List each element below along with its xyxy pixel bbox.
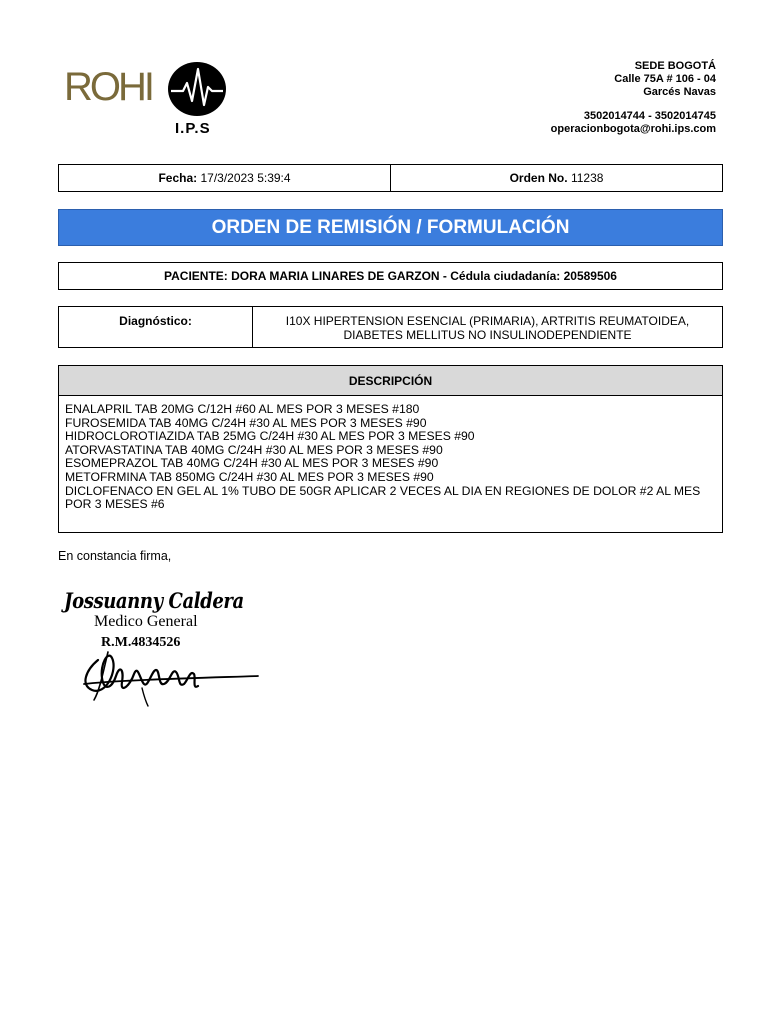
handwritten-signature-icon [78,640,263,710]
logo-wordmark: ROHI [64,65,152,109]
sede-name: SEDE BOGOTÁ [634,60,716,72]
order-number-value: 11238 [570,171,604,185]
phone-numbers: 3502014744 - 3502014745 [583,110,716,122]
date-cell [59,165,390,191]
email-address: operacionbogota@rohi.ips.com [550,123,716,135]
signature-name: Jossuanny Caldera [64,588,244,613]
diagnosis-line-1: I10X HIPERTENSION ESENCIAL (PRIMARIA), ARTRITIS REUMATOIDEA, [285,314,690,328]
signature-role: Medico General [94,613,198,630]
medication-item: ATORVASTATINA TAB 40MG C/24H #30 AL MES POR 3 MESES #90 [65,442,443,457]
medication-item: DICLOFENACO EN GEL AL 1% TUBO DE 50GR APLICAR 2 VECES AL DIA EN REGIONES DE DOLOR #2 AL MES POR 3 MESES #6 [65,483,701,512]
medication-item: HIDROCLOROTIAZIDA TAB 25MG C/24H #30 AL MES POR 3 MESES #90 [65,429,475,444]
logo-subtitle: I.P.S [175,120,211,137]
sede-block [614,60,716,99]
signature-registry: R.M.4834526 [101,635,181,650]
description-header: DESCRIPCIÓN [59,366,722,396]
contact-block [551,110,716,136]
heartbeat-logo-icon [167,61,227,117]
order-number-label: Orden No. [509,171,568,185]
medication-list [59,396,722,512]
diagnosis-label: Diagnóstico: [59,307,253,347]
medication-item: ENALAPRIL TAB 20MG C/12H #60 AL MES POR 3 MESES #180 [65,402,420,416]
medication-item: ESOMEPRAZOL TAB 40MG C/24H #30 AL MES POR 3 MESES #90 [65,456,439,471]
patient-info: PACIENTE: DORA MARIA LINARES DE GARZON - Cédula ciudadanía: 20589506 [58,262,723,290]
address-line-1: Calle 75A # 106 - 04 [614,73,716,85]
order-number-cell [390,165,722,191]
description-box [58,365,723,533]
address-line-2: Garcés Navas [643,86,716,98]
date-label: Fecha: [158,171,198,185]
medication-item: FUROSEMIDA TAB 40MG C/24H #30 AL MES POR 3 MESES #90 [65,415,427,430]
closing-text: En constancia firma, [58,549,172,563]
diagnosis-row [58,306,723,348]
document-title: ORDEN DE REMISIÓN / FORMULACIÓN [58,209,723,246]
order-info-row [58,164,723,192]
medication-item: METOFRMINA TAB 850MG C/24H #30 AL MES POR 3 MESES #90 [65,469,434,484]
diagnosis-line-2: DIABETES MELLITUS NO INSULINODEPENDIENTE [343,328,632,342]
diagnosis-text [253,307,722,347]
date-value: 17/3/2023 5:39:4 [200,171,291,185]
